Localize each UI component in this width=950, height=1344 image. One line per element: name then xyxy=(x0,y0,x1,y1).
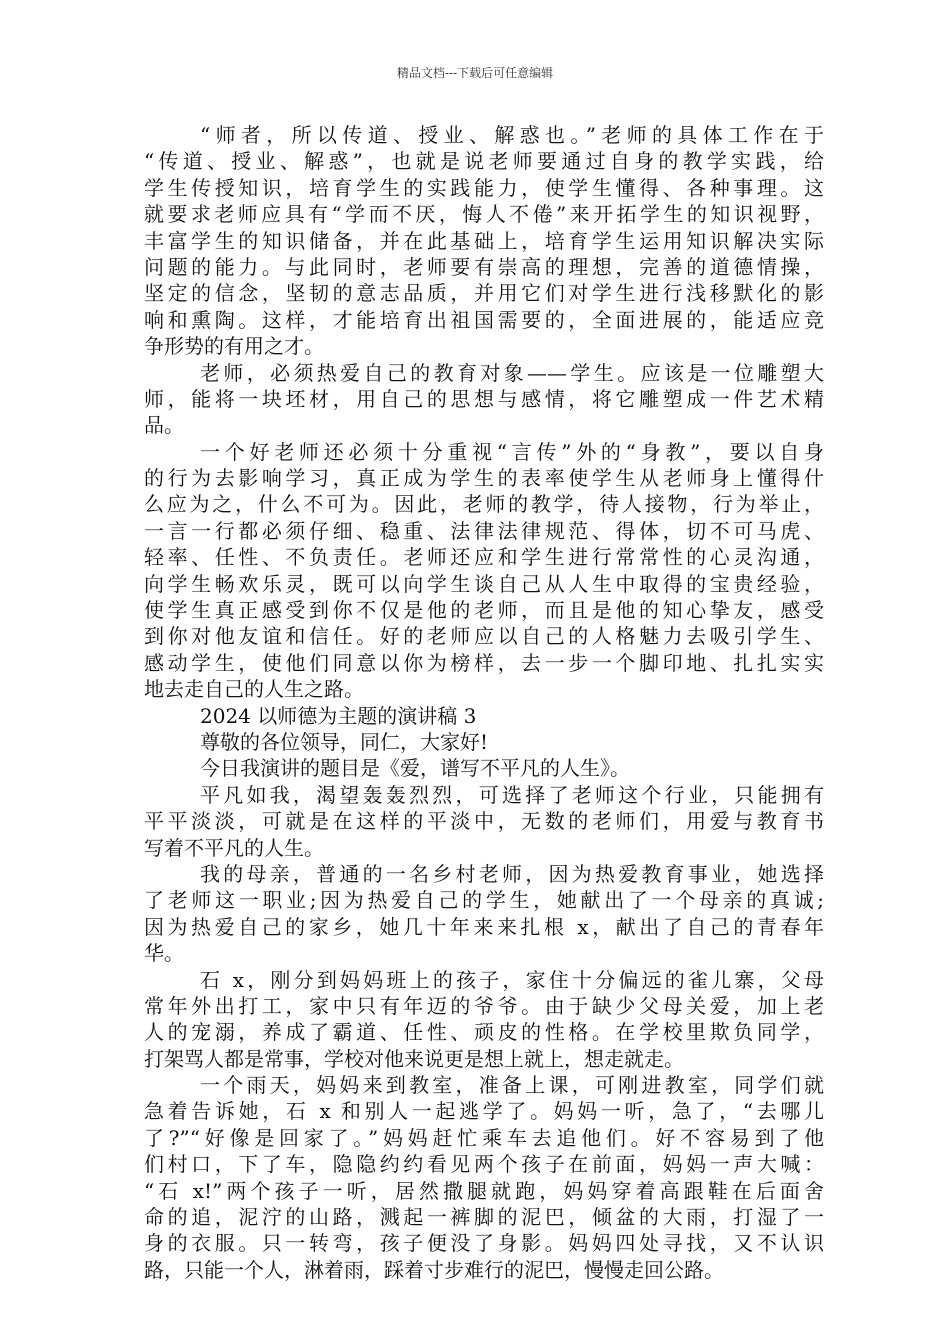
paragraph xyxy=(144,122,824,360)
paragraph xyxy=(144,360,824,439)
text-line: 们村口，下了车，隐隐约约看见两个孩子在前面，妈妈一声大喊： xyxy=(144,1152,824,1177)
text-line: 么应为之，什么不可为。因此，老师的教学，待人接物，行为举止， xyxy=(144,492,824,517)
text-line: 平凡如我，渴望轰轰烈烈，可选择了老师这个行业，只能拥有 xyxy=(200,782,824,807)
text-line: 问题的能力。与此同时，老师要有崇高的理想，完善的道德情操， xyxy=(144,254,824,279)
text-line: 品。 xyxy=(144,413,184,438)
paragraph xyxy=(144,782,824,861)
text-line: 常年外出打工，家中只有年迈的爷爷。由于缺少父母关爱，加上老 xyxy=(144,993,824,1018)
text-line: 地去走自己的人生之路。 xyxy=(144,677,364,702)
text-line: 了?”“好像是回家了。”妈妈赶忙乘车去追他们。好不容易到了他 xyxy=(144,1125,824,1150)
text-line: 因为热爱自己的家乡，她几十年来来扎根 x，献出了自己的青春年 xyxy=(144,914,824,939)
text-line: 老师，必须热爱自己的教育对象——学生。应该是一位雕塑大 xyxy=(200,360,824,385)
text-line: “石 x!”两个孩子一听，居然撒腿就跑，妈妈穿着高跟鞋在后面舍 xyxy=(144,1178,824,1203)
text-line: 一个雨天，妈妈来到教室，准备上课，可刚进教室，同学们就 xyxy=(200,1073,824,1098)
text-line: 感动学生，使他们同意以你为榜样，去一步一个脚印地、扎扎实实 xyxy=(144,650,824,675)
text-line: 学生传授知识，培育学生的实践能力，使学生懂得、各种事理。这 xyxy=(144,175,824,200)
text-line: 尊敬的各位领导，同仁，大家好! xyxy=(200,729,489,754)
text-line: 争形势的有用之才。 xyxy=(144,334,324,359)
text-line: 师，能将一块坯材，用自己的思想与感情，将它雕塑成一件艺术精 xyxy=(144,386,824,411)
text-line: 平平淡淡，可就是在这样的平淡中，无数的老师们，用爱与教育书 xyxy=(144,809,824,834)
text-line: 急着告诉她，石 x 和别人一起逃学了。妈妈一听，急了，“去哪儿 xyxy=(144,1099,824,1124)
text-line: 响和熏陶。这样，才能培育出祖国需要的，全面进展的，能适应竞 xyxy=(144,307,824,332)
paragraph xyxy=(144,755,824,781)
text-line: 了老师这一职业;因为热爱自己的学生，她献出了一个母亲的真诚; xyxy=(144,888,824,913)
text-line: 今日我演讲的题目是《爱，谱写不平凡的人生》。 xyxy=(200,756,630,781)
text-line: 我的母亲，普通的一名乡村老师，因为热爱教育事业，她选择 xyxy=(200,861,824,886)
paragraph xyxy=(144,861,824,967)
paragraph xyxy=(144,703,824,729)
text-line: 轻率、任性、不负责任。老师还应和学生进行常常性的心灵沟通， xyxy=(144,545,824,570)
text-line: 人的宠溺，养成了霸道、任性、顽皮的性格。在学校里欺负同学， xyxy=(144,1020,824,1045)
text-line: 打架骂人都是常事，学校对他来说更是想上就上，想走就走。 xyxy=(144,1046,684,1071)
text-line: 命的追，泥泞的山路，溅起一裤脚的泥巴，倾盆的大雨，打湿了一 xyxy=(144,1205,824,1230)
paragraph xyxy=(144,729,824,755)
text-line: 使学生真正感受到你不仅是他的老师，而且是他的知心挚友，感受 xyxy=(144,598,824,623)
text-line: 坚定的信念，坚韧的意志品质，并用它们对学生进行浅移默化的影 xyxy=(144,281,824,306)
text-line: “传道、授业、解惑”，也就是说老师要通过自身的教学实践，给 xyxy=(144,149,824,174)
text-line: 到你对他友谊和信任。好的老师应以自己的人格魅力去吸引学生、 xyxy=(144,624,824,649)
text-line: “师者，所以传道、授业、解惑也。”老师的具体工作在于 xyxy=(200,123,824,147)
text-line: 一言一行都必须仔细、稳重、法律法律规范、得体，切不可马虎、 xyxy=(144,518,824,543)
text-line: 一个好老师还必须十分重视“言传”外的“身教”，要以自身 xyxy=(200,439,824,464)
paragraph xyxy=(144,967,824,1073)
text-line: 2024 以师德为主题的演讲稿 3 xyxy=(200,703,477,728)
paragraph xyxy=(144,439,824,703)
text-line: 丰富学生的知识储备，并在此基础上，培育学生运用知识解决实际 xyxy=(144,228,824,253)
text-line: 的行为去影响学习，真正成为学生的表率使学生从老师身上懂得什 xyxy=(144,466,824,491)
page-header: 精品文档---下载后可任意编辑 xyxy=(396,66,554,80)
document-body xyxy=(144,122,824,1283)
text-line: 就要求老师应具有“学而不厌，悔人不倦”来开拓学生的知识视野， xyxy=(144,202,824,227)
text-line: 华。 xyxy=(144,941,184,966)
text-line: 石 x，刚分到妈妈班上的孩子，家住十分偏远的雀儿寨，父母 xyxy=(200,967,824,992)
text-line: 向学生畅欢乐灵，既可以向学生谈自己从人生中取得的宝贵经验， xyxy=(144,571,824,596)
text-line: 写着不平凡的人生。 xyxy=(144,835,324,860)
text-line: 身的衣服。只一转弯，孩子便没了身影。妈妈四处寻找，又不认识 xyxy=(144,1231,824,1256)
text-line: 路，只能一个人，淋着雨，踩着寸步难行的泥巴，慢慢走回公路。 xyxy=(144,1257,724,1282)
paragraph xyxy=(144,1072,824,1283)
